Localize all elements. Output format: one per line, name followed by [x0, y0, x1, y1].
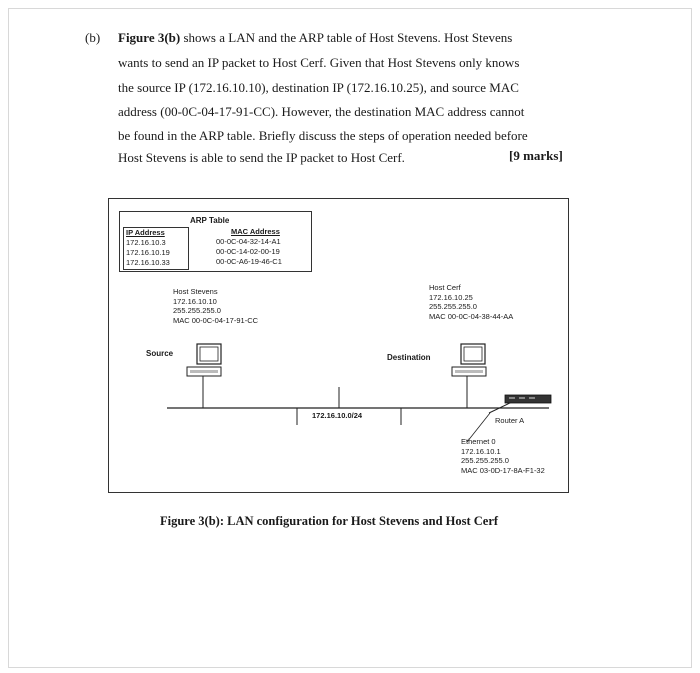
router-info [461, 437, 545, 475]
destination-label: Destination [387, 353, 431, 362]
host-cerf-info [429, 283, 513, 321]
arp-ip-column [123, 227, 189, 270]
arp-mac-column [216, 227, 282, 267]
question-label: (b) [85, 30, 101, 45]
lan-figure [108, 198, 569, 493]
router-ip: 172.16.10.1 [461, 446, 501, 456]
host-cerf-mac: MAC 00-0C-04-38-44-AA [429, 311, 514, 321]
question-line-5: be found in the ARP table. Briefly discuss the steps of operation needed before [118, 128, 528, 143]
arp-ip-cell: 172.16.10.33 [126, 258, 170, 267]
arp-ip-cell: 172.16.10.3 [126, 238, 166, 247]
host-cerf-mask: 255.255.255.0 [429, 302, 477, 311]
host-stevens-info [173, 287, 258, 325]
host-stevens-ip: 172.16.10.10 [173, 296, 217, 306]
host-stevens-mac: MAC 00-0C-04-17-91-CC [173, 315, 259, 325]
router-interface: Ethernet 0 [461, 437, 496, 446]
router-label: Router A [495, 416, 525, 425]
network-label: 172.16.10.0/24 [312, 411, 363, 420]
destination-computer-icon [452, 344, 486, 376]
arp-ip-header: IP Address [126, 228, 165, 237]
question-line-3: the source IP (172.16.10.10), destination IP (172.16.10.25), and source MAC [118, 80, 519, 95]
router-mask: 255.255.255.0 [461, 456, 509, 465]
question-line-1: Figure 3(b) shows a LAN and the ARP table of Host Stevens. Host Stevens [118, 30, 513, 45]
host-stevens-mask: 255.255.255.0 [173, 306, 221, 315]
question-line-6: Host Stevens is able to send the IP packet to Host Cerf. [118, 150, 405, 165]
arp-mac-cell: 00-0C-14-02-00-19 [216, 247, 280, 256]
question-line-4: address (00-0C-04-17-91-CC). However, the destination MAC address cannot [118, 104, 525, 119]
host-stevens-name: Host Stevens [173, 287, 218, 296]
arp-mac-header: MAC Address [231, 227, 280, 236]
arp-table [119, 211, 312, 272]
arp-mac-cell: 00-0C-A6-19-46-C1 [216, 257, 282, 266]
marks: [9 marks] [509, 148, 563, 163]
host-cerf-ip: 172.16.10.25 [429, 292, 473, 302]
arp-mac-cell: 00-0C-04-32-14-A1 [216, 237, 281, 246]
figure-caption: Figure 3(b): LAN configuration for Host Stevens and Host Cerf [160, 514, 499, 528]
question-line-2: wants to send an IP packet to Host Cerf. Given that Host Stevens only knows [118, 55, 520, 70]
arp-table-title: ARP Table [190, 216, 230, 225]
router-mac: MAC 03-0D-17-8A-F1-32 [461, 465, 545, 475]
source-label: Source [146, 349, 174, 358]
host-cerf-name: Host Cerf [429, 283, 461, 292]
source-computer-icon [187, 344, 221, 376]
router-icon [505, 395, 551, 403]
arp-ip-cell: 172.16.10.19 [126, 248, 170, 257]
